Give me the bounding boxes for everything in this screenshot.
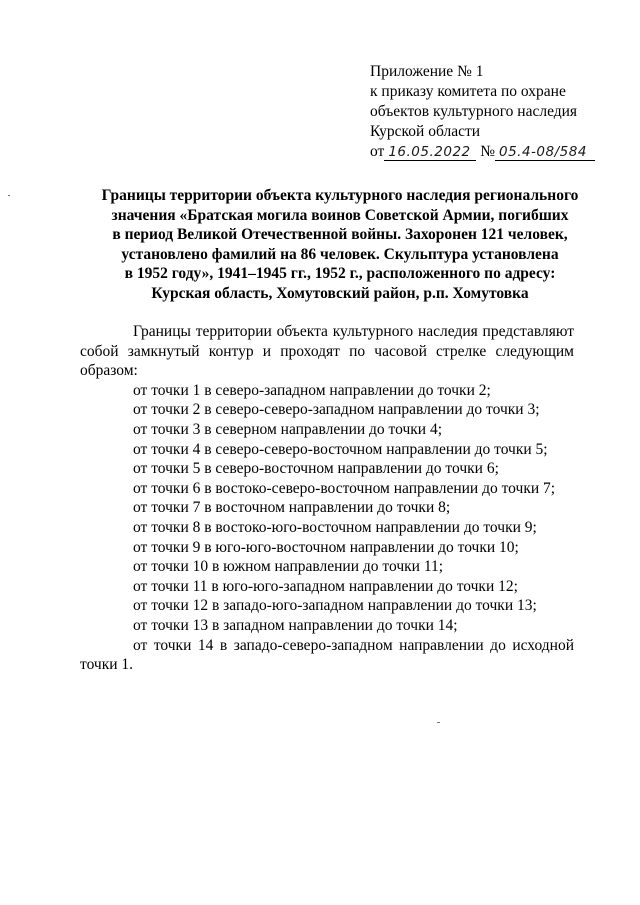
appendix-title: Приложение № 1 xyxy=(370,63,484,80)
scan-speck xyxy=(437,722,440,723)
appendix-order-line: к приказу комитета по охране xyxy=(370,83,566,100)
boundary-segment-7: от точки 7 в восточном направлении до точки 8; xyxy=(133,499,451,517)
boundary-segment-2: от точки 2 в северо-северо-западном направлении до точки 3; xyxy=(133,401,540,419)
boundary-segment-8: от точки 8 в востоко-юго-восточном направлении до точки 9; xyxy=(133,518,537,536)
boundary-segment-3: от точки 3 в северном направлении до точки 4; xyxy=(133,420,443,438)
boundary-segment-12: от точки 12 в западо-юго-западном направлении до точки 13; xyxy=(133,597,537,615)
title-line-6: Курская область, Хомутовский район, р.п. Хомутовка xyxy=(151,284,529,302)
boundary-segment-11: от точки 11 в юго-юго-западном направлении до точки 12; xyxy=(133,577,518,595)
number-prefix: № xyxy=(480,143,495,160)
order-date-number-line xyxy=(370,142,630,162)
appendix-region-line: Курской области xyxy=(370,123,481,140)
boundary-segment-6: от точки 6 в востоко-северо-восточном направлении до точки 7; xyxy=(133,479,556,497)
scan-speck xyxy=(8,195,10,196)
document-title xyxy=(70,186,610,303)
boundary-segment-10: от точки 10 в южном направлении до точки 11; xyxy=(133,558,444,576)
title-line-5: в 1952 году», 1941–1945 гг., 1952 г., расположенного по адресу: xyxy=(124,265,556,282)
intro-paragraph: Границы территории объекта культурного наследия представляют собой замкнутый контур и проходят по часовой стрелке следующим образом: xyxy=(80,323,574,380)
handwritten-date: 16.05.2022 xyxy=(384,144,476,161)
boundary-segment-1: от точки 1 в северо-западном направлении до точки 2; xyxy=(133,381,491,399)
date-prefix: от xyxy=(370,143,385,160)
title-line-4: установлено фамилий на 86 человек. Скульптура установлена xyxy=(121,245,559,263)
boundary-segment-14: от точки 14 в западо-северо-западном направлении до исходной точки 1. xyxy=(80,636,574,674)
title-line-2: значения «Братская могила воинов Советской Армии, погибших xyxy=(111,206,569,224)
handwritten-order-number: 05.4-08/584 xyxy=(495,144,595,161)
document-body xyxy=(80,322,574,675)
boundary-segment-5: от точки 5 в северо-восточном направлении до точки 6; xyxy=(133,460,499,478)
appendix-committee-line: объектов культурного наследия xyxy=(370,103,578,120)
boundary-segment-4: от точки 4 в северо-северо-восточном направлении до точки 5; xyxy=(133,440,548,458)
boundary-segment-13: от точки 13 в западном направлении до точки 14; xyxy=(133,616,458,634)
boundary-segment-9: от точки 9 в юго-юго-восточном направлении до точки 10; xyxy=(133,538,519,556)
appendix-header xyxy=(370,62,630,162)
title-line-3: в период Великой Отечественной войны. Захоронен 121 человек, xyxy=(112,226,568,243)
title-line-1: Границы территории объекта культурного наследия регионального xyxy=(101,187,579,204)
